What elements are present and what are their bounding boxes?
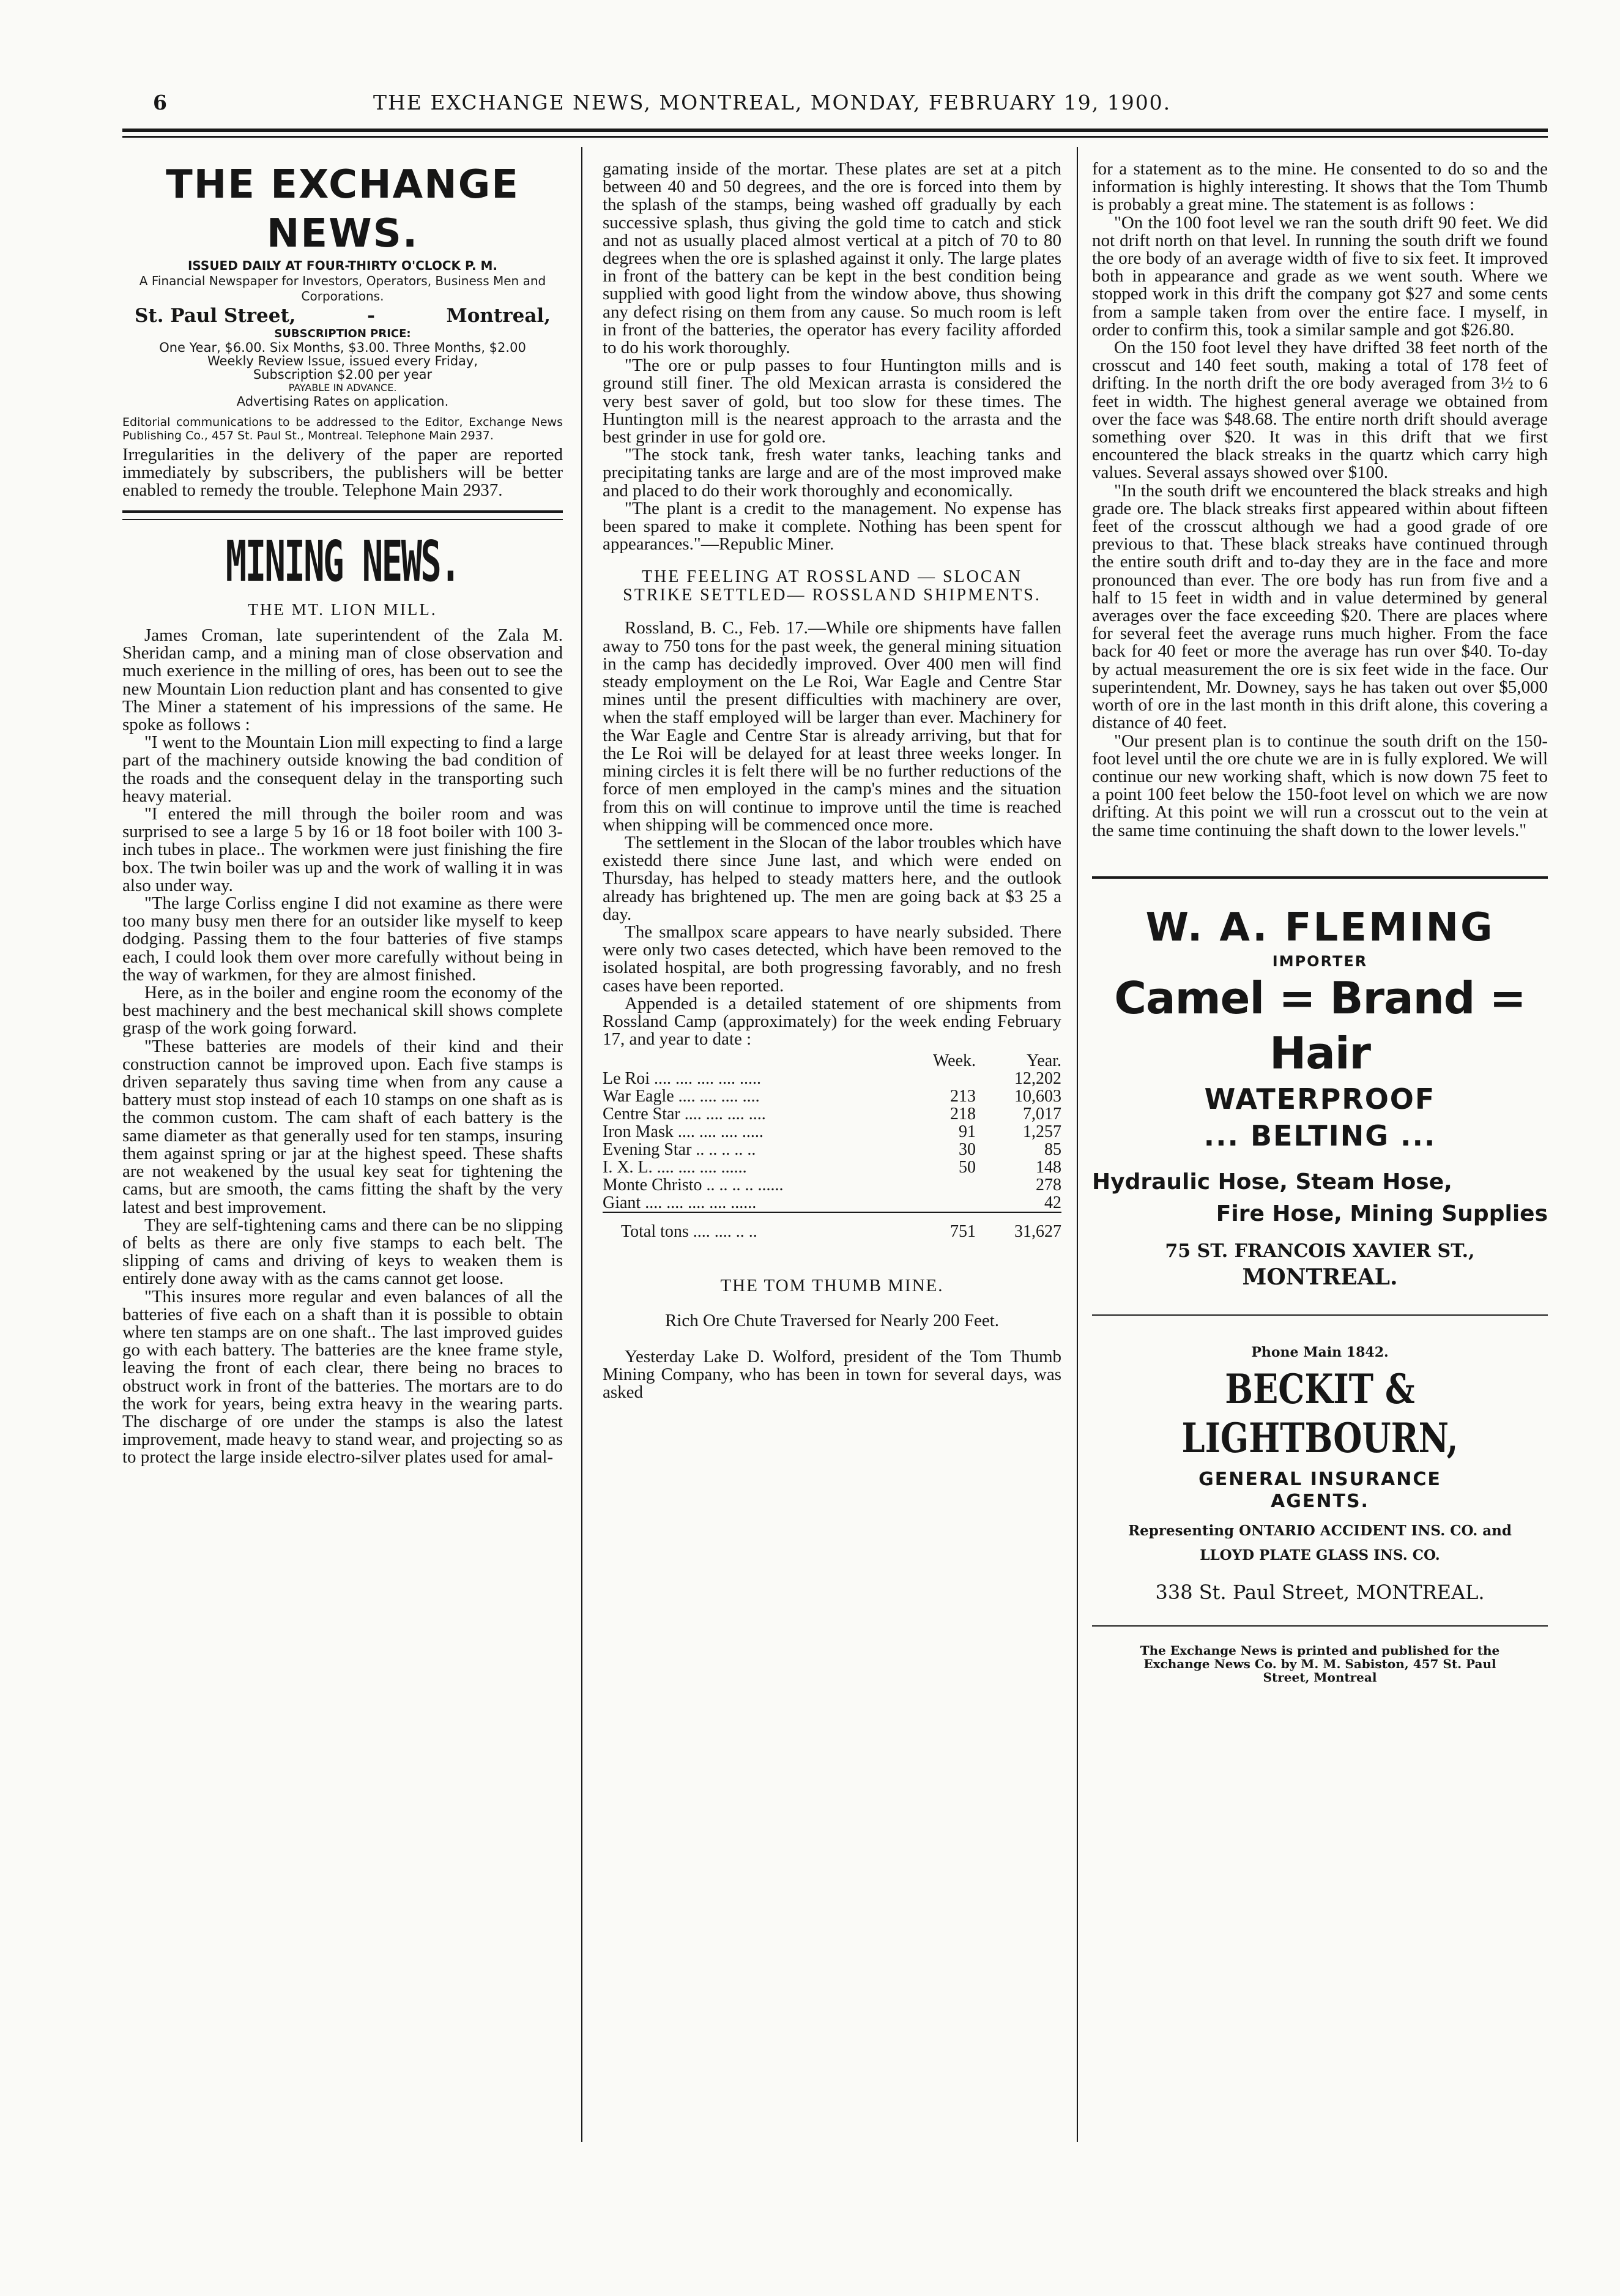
week-tons — [908, 1194, 976, 1212]
article-paragraph: "The ore or pulp passes to four Huntington mills and is ground still finer. The old Mexican arrasta is considered the very best saver of gold, but too slow for these times. The Huntington mill is the nearest approach to the arrasta and the best grinder in use for gold ore. — [603, 356, 1061, 447]
column-3 — [1092, 160, 1548, 1684]
subscription-prices: One Year, $6.00. Six Months, $3.00. Three Months, $2.00 — [159, 340, 526, 355]
week-tons — [908, 1176, 976, 1194]
week-tons — [908, 1070, 976, 1087]
year-tons: 148 — [1036, 1158, 1061, 1177]
article-paragraph: gamating inside of the mortar. These plates are set at a pitch between 40 and 50 degrees, and the ore is forced into them by the splash of the stamps, being washed off gradually by each successive splash, thus giving the gold time to catch and stick and not as usually placed almost vertical at a pitch of 70 to 80 degrees when the ore is splashed against it only. The large plates in front of the battery can be kept in the best condition being supplied with good light from the window above, thus showing any defect rising on them from any cause. So much room is left in front of the batteries, the operator has every facility afforded to do his work thoroughly. — [603, 159, 1061, 358]
table-total-row — [603, 1212, 1061, 1240]
masthead-address: St. Paul Street, - Montreal, — [135, 305, 551, 327]
mine-name: Evening Star .. .. .. .. .. — [603, 1140, 756, 1160]
table-row — [603, 1176, 1061, 1194]
beckit-rep-line-1: Representing ONTARIO ACCIDENT INS. CO. and — [1128, 1522, 1512, 1539]
fleming-supplies-line: Fire Hose, Mining Supplies — [1216, 1201, 1548, 1226]
column-header-year: Year. — [1026, 1051, 1061, 1071]
editorial-address: Editorial communications to be addressed to the Editor, Exchange News Publishing Co., 457 St. Paul St., Montreal. Telephone Main 2937. — [122, 416, 563, 442]
article-paragraph: They are self-tightening cams and there can be no slipping of belts as there are only five stamps to each belt. The slipping of cams and driving of keys to weaken them is entirely done away with as the cams cannot get loose. — [122, 1215, 563, 1289]
fleming-product: Camel = Brand = Hair — [1114, 972, 1526, 1079]
article-paragraph: James Croman, late superintendent of the Zala M. Sheridan camp, and a mining man of close observation and much exerience in the milling of ores, has been out to see the new Mountain Lion reduction plant and has consented to give The Miner a statement of his impressions of the same. He spoke as follows : — [122, 625, 563, 735]
table-row — [603, 1141, 1061, 1158]
year-tons: 1,257 — [1023, 1122, 1061, 1142]
masthead-city: Montreal, — [446, 305, 551, 327]
advertising-rates: Advertising Rates on application. — [236, 394, 449, 409]
fleming-advertisement — [1092, 903, 1548, 1290]
article-paragraph: "Our present plan is to continue the south drift on the 150-foot level until the ore chute we are in is fully explored. We will continue our new working shaft, which is now down 75 feet to a point 100 feet below the 150-foot level on which we are now drifting. At this point we will run a crosscut out to the vein at the same time continuing the shaft down to the lower levels." — [1092, 731, 1548, 840]
week-tons: 30 — [959, 1140, 976, 1160]
beckit-name: BECKIT & LIGHTBOURN, — [1181, 1365, 1458, 1462]
section-rule — [122, 510, 563, 513]
fleming-street: 75 ST. FRANCOIS XAVIER ST., — [1165, 1240, 1475, 1262]
table-row — [603, 1105, 1061, 1123]
publisher-imprint: The Exchange News is printed and published for the Exchange News Co. by M. M. Sabiston, 457 St. Paul Street, Montreal — [1140, 1642, 1500, 1685]
week-tons: 218 — [950, 1105, 976, 1124]
column-1 — [122, 160, 563, 1467]
mine-name: Le Roi .... .... .... .... ..... — [603, 1069, 761, 1089]
week-tons: 213 — [950, 1087, 976, 1106]
imprint-rule — [1092, 1625, 1548, 1627]
total-year: 31,627 — [976, 1212, 1061, 1240]
delivery-notice: Irregularities in the delivery of the paper are reported immediately by subscribers, the publishers will be better enabled to remedy the trouble. Telephone Main 2937. — [122, 445, 563, 500]
masthead-tagline: A Financial Newspaper for Investors, Operators, Business Men and Corporations. — [139, 274, 546, 304]
mine-name: I. X. L. .... .... .... ...... — [603, 1158, 747, 1177]
masthead-issued: ISSUED DAILY AT FOUR-THIRTY O'CLOCK P. M. — [187, 258, 498, 273]
table-row — [603, 1070, 1061, 1087]
table-row — [603, 1087, 1061, 1105]
week-tons: 50 — [959, 1158, 976, 1177]
article-paragraph: "The plant is a credit to the management. No expense has been spared to make it complete. Nothing has been spent for appearances."—Republic Miner. — [603, 498, 1061, 554]
header-rule-top — [122, 129, 1548, 132]
ad-rule — [1092, 876, 1548, 879]
page-number: 6 — [153, 91, 168, 114]
weekly-subscription: Subscription $2.00 per year — [253, 367, 433, 382]
article-head-rossland: THE FEELING AT ROSSLAND — SLOCAN STRIKE SETTLED— ROSSLAND SHIPMENTS. — [623, 567, 1041, 605]
table-row — [603, 1194, 1061, 1212]
article-paragraph: "The stock tank, fresh water tanks, leaching tanks and precipitating tanks are large and are of the most improved make and placed to do their work thoroughly and economically. — [603, 445, 1061, 501]
article-head-tom-thumb: THE TOM THUMB MINE. — [720, 1276, 944, 1296]
section-rule-thin — [122, 519, 563, 520]
header-rule-bottom — [122, 136, 1548, 138]
total-label: Total tons .... .... .. .. — [603, 1212, 908, 1240]
week-tons: 91 — [959, 1122, 976, 1142]
table-row — [603, 1123, 1061, 1141]
payable-notice: PAYABLE IN ADVANCE. — [288, 382, 397, 393]
year-tons: 10,603 — [1014, 1087, 1061, 1106]
subscription-head: SUBSCRIPTION PRICE: — [274, 327, 411, 340]
fleming-name: W. A. FLEMING — [1145, 904, 1495, 950]
mine-name: Centre Star .... .... .... .... — [603, 1105, 766, 1124]
year-tons: 85 — [1044, 1140, 1061, 1160]
article-paragraph: "On the 100 foot level we ran the south drift 90 feet. We did not drift north on that level. In running the south drift we found the ore body of an average width of five to six feet. It improved both in appearance and grade as we went south. Where we stopped work in this drift the company got $27 and some cents from a sample taken from over the entire face. I myself, in order to confirm this, took a similar sample and got $26.80. — [1092, 212, 1548, 340]
article-paragraph: Rossland, B. C., Feb. 17.—While ore shipments have fallen away to 750 tons for the past week, the general mining situation in the camp has decidedly improved. Over 400 men will find steady employment on the Le Roi, War Eagle and Centre Star mines until the present difficulties with machinery are over, when the staff employed will be larger than ever. Machinery for the War Eagle and Centre Star is already arriving, but that for the Le Roi will be delayed for at least three weeks longer. In mining circles it is felt there will be no further reductions of the force of men employed in the camp's mines and the situation from this on will continue to improve until the time is reached when shipping will be commenced once more. — [603, 618, 1061, 835]
article-paragraph: The settlement in the Slocan of the labor troubles which have existedd there since June last, and which were ended on Thursday, has helped to steady matters here, and the outlook already has brightened up. The men are going back at $3 25 a day. — [603, 832, 1061, 924]
shipments-table — [603, 1052, 1061, 1240]
weekly-issue: Weekly Review Issue, issued every Friday, — [207, 354, 478, 368]
column-rule-1 — [581, 147, 582, 2142]
beckit-advertisement — [1092, 1340, 1548, 1607]
article-paragraph: The smallpox scare appears to have nearly subsided. There were only two cases detected, which have been removed to the isolated hospital, are both progressing favorably, and no fresh cases have been reported. — [603, 922, 1061, 996]
year-tons: 7,017 — [1023, 1105, 1061, 1124]
year-tons: 42 — [1044, 1193, 1061, 1213]
article-paragraph: Here, as in the boiler and engine room the economy of the best machinery and the best mechanical skill shows complete grasp of the work going forward. — [122, 983, 563, 1038]
beckit-business: GENERAL INSURANCE AGENTS. — [1198, 1468, 1441, 1512]
fleming-city: MONTREAL. — [1242, 1264, 1398, 1290]
article-head-mt-lion: THE MT. LION MILL. — [248, 600, 437, 619]
article-paragraph: Appended is a detailed statement of ore shipments from Rossland Camp (approximately) for the week ending February 17, and year to date : — [603, 993, 1061, 1049]
article-subhead-tom-thumb: Rich Ore Chute Traversed for Nearly 200 Feet. — [664, 1310, 1000, 1330]
fleming-belting: ... BELTING ... — [1203, 1119, 1436, 1152]
article-paragraph: "I went to the Mountain Lion mill expecting to find a large part of the machinery outside knowing the bad condition of the roads and the consequent delay in the transporting such heavy material. — [122, 732, 563, 806]
masthead-street: St. Paul Street, — [135, 305, 296, 327]
table-header-row — [603, 1052, 1061, 1070]
masthead-title: THE EXCHANGE NEWS. — [166, 162, 519, 256]
table-row — [603, 1158, 1061, 1176]
article-paragraph: "In the south drift we encountered the black streaks and high grade ore. The black streaks first appeared within about fifteen feet of the crosscut although we had a good grade of ore previous to that. These black streaks have continued through the entire south drift and to-day they are in the face and more pronounced than ever. The ore body has run from five and a half to 15 feet in width and in value determined by general averages over the face exceeding $20. There are places where for several feet the average runs much higher. From the face back for 40 feet or more the average has run over $40. To-day by actual measurement the ore is six feet wide in the face. Our superintendent, Mr. Downey, says he has taken out over $5,000 worth of ore in the last month in this drift alone, this covering a distance of 40 feet. — [1092, 480, 1548, 733]
year-tons: 278 — [1036, 1176, 1061, 1195]
total-week: 751 — [908, 1212, 976, 1240]
article-paragraph: "These batteries are models of their kind and their construction cannot be improved upon. Each five stamps is driven separately thus saving time when from any cause a battery must stop instead of each 10 stamps on one shaft as is the common custom. The cam shaft of each battery is the same diameter as that generally used for ten stamps, insuring them against spring or jar at the highest speed. These shafts are not weakened by the usual key seat for tightening the cams, but are smooth, the cams fitting the shaft by the very latest and best improvement. — [122, 1036, 563, 1217]
column-rule-2 — [1077, 147, 1078, 2142]
beckit-rep-line-2: LLOYD PLATE GLASS INS. CO. — [1200, 1546, 1440, 1564]
running-head-text: THE EXCHANGE NEWS, MONTREAL, MONDAY, FEBRUARY 19, 1900. — [373, 91, 1172, 114]
mine-name: Iron Mask .... .... .... ..... — [603, 1122, 764, 1142]
column-2 — [603, 160, 1061, 1401]
ad-separator — [1092, 1314, 1548, 1316]
mine-name: Monte Christo .. .. .. .. ...... — [603, 1176, 784, 1195]
beckit-address: 338 St. Paul Street, MONTREAL. — [1155, 1580, 1485, 1604]
fleming-hose-line: Hydraulic Hose, Steam Hose, — [1092, 1169, 1452, 1195]
article-paragraph: "The large Corliss engine I did not examine as there were too many busy men there for an outsider like myself to keep dodging. Passing them to the four batteries of five stamps each, I could look them over more carefully without being in the way of warkmen, for they are almost finished. — [122, 893, 563, 985]
article-paragraph: Yesterday Lake D. Wolford, president of the Tom Thumb Mining Company, who has been in town for several days, was asked — [603, 1346, 1061, 1402]
year-tons: 12,202 — [1014, 1069, 1061, 1089]
column-header-week: Week. — [932, 1051, 976, 1071]
article-paragraph: "I entered the mill through the boiler room and was surprised to see a large 5 by 16 or 18 foot boiler with 100 3-inch tubes in place.. The workmen were just finishing the fire box. The twin boiler was up and the work of walling it in was also under way. — [122, 804, 563, 895]
article-paragraph: On the 150 foot level they have drifted 38 feet north of the crosscut and 140 feet south, making a total of 178 feet of drifting. In the north drift the ore body averaged from 3½ to 6 feet in width. The highest general average we obtained from over the face was $48.68. The entire north drift should average something over $20. It was in this drift that we first encountered the black streaks in the quartz which carry high values. Several assays showed over $100. — [1092, 338, 1548, 483]
mining-news-title: MINING NEWS. — [225, 529, 460, 594]
mine-name: Giant .... .... .... .... ...... — [603, 1193, 757, 1213]
fleming-importer: IMPORTER — [1272, 952, 1368, 970]
fleming-waterproof: WATERPROOF — [1204, 1082, 1436, 1116]
article-paragraph: "This insures more regular and even balances of all the batteries of five each on a shaft than it is possible to obtain where ten stamps are on one shaft.. The last improved guides go with each battery. The batteries are the knee frame style, leaving the front of each clear, there being no braces to obstruct work in front of the batteries. The mortars are to do the work for years, being extra heavy in the wearing parts. The discharge of ore under the stamps is also the latest improvement, made heavy to stand wear, and projecting so as to protect the large inside electro-silver plates used for amal- — [122, 1286, 563, 1467]
article-paragraph: for a statement as to the mine. He consented to do so and the information is highly interesting. It shows that the Tom Thumb is probably a great mine. The statement is as follows : — [1092, 159, 1548, 215]
beckit-phone: Phone Main 1842. — [1251, 1344, 1389, 1360]
mine-name: War Eagle .... .... .... .... — [603, 1087, 760, 1106]
